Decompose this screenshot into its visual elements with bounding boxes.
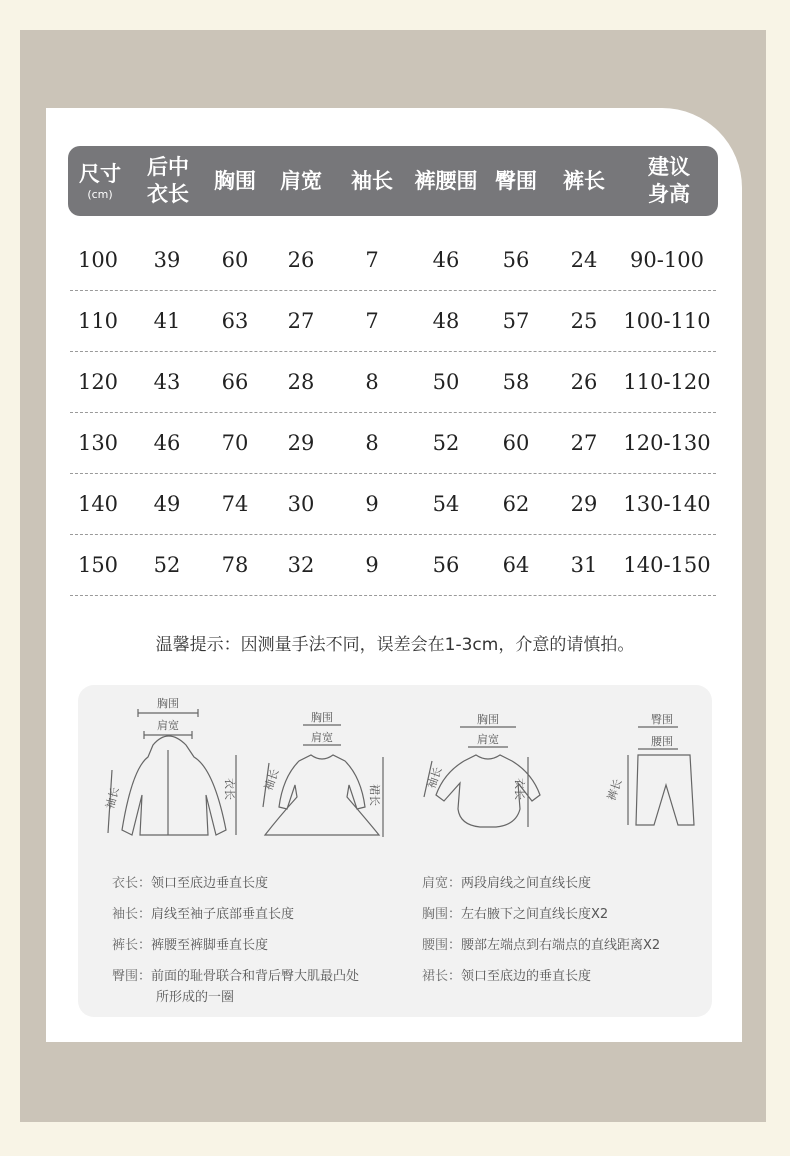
table-cell: 120-130 xyxy=(623,430,711,455)
table-cell: 56 xyxy=(432,552,460,577)
note-waist: 腰围：腰部左端点到右端点的直线距离X2 xyxy=(422,938,661,953)
header-height: 建议 身高 xyxy=(648,155,690,206)
table-cell: 52 xyxy=(432,430,460,455)
table-cell: 28 xyxy=(287,369,315,394)
note-shoulder: 肩宽：两段肩线之间直线长度 xyxy=(422,876,592,891)
header-chest: 胸围 xyxy=(214,168,256,193)
table-cell: 140 xyxy=(77,491,119,516)
header-shoulder: 肩宽 xyxy=(280,168,322,193)
pants-length-label: 裤长 xyxy=(604,777,625,803)
note-hip: 臀围：前面的耻骨联合和背后臀大肌最凸处 所形成的一圈 xyxy=(112,969,360,1005)
dress-shoulder-label: 肩宽 xyxy=(311,731,333,744)
dress-illustration xyxy=(253,685,393,855)
table-cell: 64 xyxy=(502,552,530,577)
table-cell: 110-120 xyxy=(623,369,711,394)
table-cell: 50 xyxy=(432,369,460,394)
table-cell: 32 xyxy=(287,552,315,577)
table-cell: 26 xyxy=(570,369,598,394)
table-cell: 46 xyxy=(432,247,460,272)
table-cell: 8 xyxy=(365,430,379,455)
table-cell: 7 xyxy=(365,247,379,272)
table-cell: 39 xyxy=(153,247,181,272)
table-cell: 56 xyxy=(502,247,530,272)
table-cell: 48 xyxy=(432,308,460,333)
table-cell: 130-140 xyxy=(623,491,711,516)
table-cell: 31 xyxy=(570,552,598,577)
header-hip: 臀围 xyxy=(495,168,537,193)
table-cell: 27 xyxy=(287,308,315,333)
pants-waist-label: 腰围 xyxy=(651,735,673,748)
note-sleeve: 袖长：肩线至袖子底部垂直长度 xyxy=(112,907,295,922)
header-waist: 裤腰围 xyxy=(414,168,478,193)
table-cell: 29 xyxy=(287,430,315,455)
table-cell: 52 xyxy=(153,552,181,577)
romper-chest-label: 胸围 xyxy=(477,713,499,726)
table-cell: 30 xyxy=(287,491,315,516)
table-cell: 70 xyxy=(221,430,249,455)
table-cell: 60 xyxy=(221,247,249,272)
table-cell: 7 xyxy=(365,308,379,333)
table-row xyxy=(70,351,716,412)
table-row xyxy=(70,290,716,351)
table-cell: 25 xyxy=(570,308,598,333)
dress-chest-label: 胸围 xyxy=(311,711,333,724)
table-row xyxy=(70,473,716,534)
dress-skirt-label: 裙长 xyxy=(368,784,381,806)
romper-illustration xyxy=(408,685,548,855)
table-cell: 54 xyxy=(432,491,460,516)
table-cell: 140-150 xyxy=(623,552,711,577)
coat-illustration xyxy=(98,685,238,855)
dress-sleeve-label: 袖长 xyxy=(261,767,282,793)
table-cell: 90-100 xyxy=(630,247,704,272)
romper-sleeve-label: 袖长 xyxy=(424,765,445,791)
note-chest: 胸围：左右腋下之间直线长度X2 xyxy=(422,907,609,922)
table-cell: 57 xyxy=(502,308,530,333)
note-pants-length: 裤长：裤腰至裤脚垂直长度 xyxy=(112,938,269,953)
table-cell: 41 xyxy=(153,308,181,333)
table-cell: 120 xyxy=(77,369,119,394)
table-cell: 49 xyxy=(153,491,181,516)
header-sleeve: 袖长 xyxy=(351,168,393,193)
table-cell: 110 xyxy=(77,308,119,333)
table-cell: 46 xyxy=(153,430,181,455)
table-row xyxy=(70,534,716,595)
table-cell: 58 xyxy=(502,369,530,394)
table-cell: 150 xyxy=(77,552,119,577)
measure-guide-panel xyxy=(78,685,712,1017)
table-row xyxy=(70,412,716,473)
coat-sleeve-label: 袖长 xyxy=(103,785,122,811)
pants-hip-label: 臀围 xyxy=(651,713,673,726)
size-table-header xyxy=(68,146,718,216)
romper-shoulder-label: 肩宽 xyxy=(477,733,499,746)
coat-shoulder-label: 肩宽 xyxy=(157,719,179,732)
tip-text: 温馨提示：因测量手法不同，误差会在1-3cm，介意的请慎拍。 xyxy=(155,635,635,655)
table-cell: 62 xyxy=(502,491,530,516)
table-cell: 100 xyxy=(77,247,119,272)
romper-length-label: 衣长 xyxy=(513,778,526,800)
coat-length-label: 衣长 xyxy=(223,778,236,800)
table-cell: 60 xyxy=(502,430,530,455)
table-cell: 66 xyxy=(221,369,249,394)
table-cell: 100-110 xyxy=(623,308,711,333)
table-cell: 24 xyxy=(570,247,598,272)
note-coat-length: 衣长：领口至底边垂直长度 xyxy=(112,876,269,891)
header-length: 后中 衣长 xyxy=(147,155,189,206)
table-row xyxy=(70,229,716,290)
table-cell: 26 xyxy=(287,247,315,272)
table-cell: 9 xyxy=(365,491,379,516)
table-cell: 29 xyxy=(570,491,598,516)
coat-chest-label: 胸围 xyxy=(157,697,179,710)
note-skirt: 裙长：领口至底边的垂直长度 xyxy=(422,969,592,984)
table-cell: 63 xyxy=(221,308,249,333)
table-cell: 43 xyxy=(153,369,181,394)
table-cell: 8 xyxy=(365,369,379,394)
header-size: 尺寸 (cm) xyxy=(79,161,121,201)
table-cell: 130 xyxy=(77,430,119,455)
table-cell: 78 xyxy=(221,552,249,577)
table-cell: 74 xyxy=(221,491,249,516)
header-pants-length: 裤长 xyxy=(563,168,605,193)
table-cell: 27 xyxy=(570,430,598,455)
row-divider xyxy=(70,595,716,596)
pants-illustration xyxy=(578,685,708,855)
table-cell: 9 xyxy=(365,552,379,577)
